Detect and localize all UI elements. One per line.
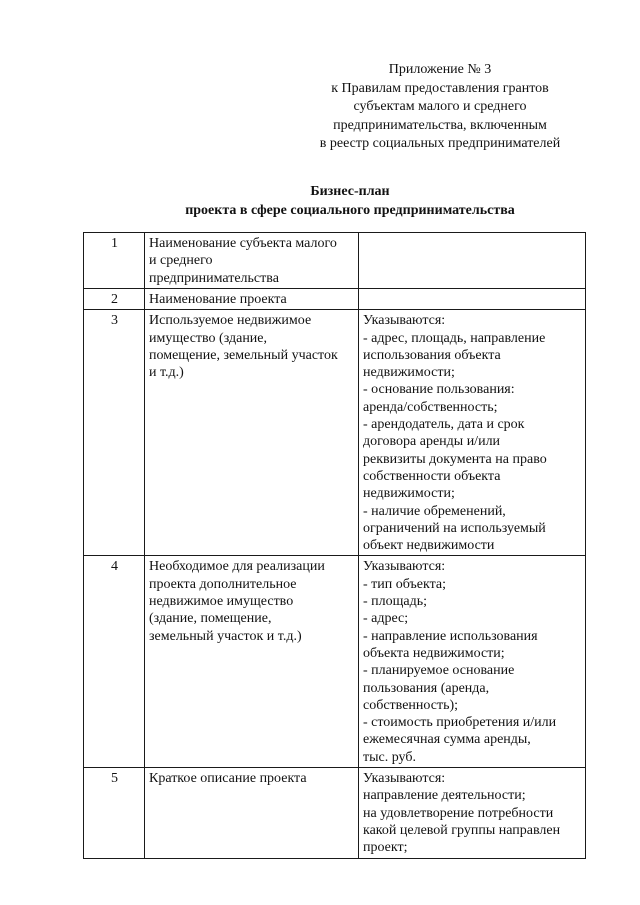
cell-text-line: проекта дополнительное: [149, 576, 297, 592]
table-row: [84, 556, 586, 768]
cell-text-line: на удовлетворение потребности: [363, 805, 554, 821]
item-description-cell: [359, 556, 586, 768]
cell-text-line: - стоимость приобретения и/или: [363, 715, 557, 731]
table-row: [84, 289, 586, 310]
annex-line: Приложение № 3: [388, 62, 492, 77]
cell-text-line: предпринимательства: [149, 270, 279, 286]
table-row: [84, 768, 586, 858]
item-description-cell: [359, 768, 586, 858]
row-number-cell: 4: [84, 556, 145, 768]
annex-header: [300, 61, 580, 154]
title-line-2: проекта в сфере социального предпринимательства: [185, 202, 515, 218]
row-number-cell: 1: [84, 233, 145, 289]
cell-text-line: ежемесячная сумма аренды,: [363, 732, 531, 748]
cell-text-line: ограничений на используемый: [363, 520, 546, 536]
item-description-cell: [359, 289, 586, 310]
cell-text-line: Краткое описание проекта: [149, 771, 307, 787]
cell-text-line: собственность);: [363, 697, 459, 713]
row-number-cell: 3: [84, 310, 145, 556]
cell-text-line: - тип объекта;: [363, 576, 447, 592]
cell-text-line: Указываются:: [363, 771, 446, 787]
item-description-cell: [359, 310, 586, 556]
item-name-cell: [145, 768, 359, 858]
cell-text-line: и среднего: [149, 253, 213, 269]
item-description-cell: [359, 233, 586, 289]
cell-text-line: Используемое недвижимое: [149, 313, 312, 329]
cell-text-line: Указываются:: [363, 559, 446, 575]
annex-line: предпринимательства, включенным: [333, 117, 547, 133]
document-title: [60, 183, 640, 220]
cell-text-line: земельный участок и т.д.): [149, 628, 302, 644]
cell-text-line: недвижимости;: [363, 365, 455, 381]
item-name-cell: [145, 233, 359, 289]
cell-text-line: Указываются:: [363, 313, 446, 329]
cell-text-line: реквизиты документа на право: [363, 451, 547, 467]
annex-line: в реестр социальных предпринимателей: [319, 136, 561, 151]
cell-text-line: имущество (здание,: [149, 330, 268, 346]
table-row: [84, 310, 586, 556]
item-name-cell: [145, 556, 359, 768]
cell-text-line: пользования (аренда,: [363, 680, 490, 696]
cell-text-line: - адрес, площадь, направление: [363, 330, 546, 346]
cell-text-line: объекта недвижимости;: [363, 645, 505, 661]
cell-text-line: аренда/собственность;: [363, 399, 498, 415]
cell-text-line: объект недвижимости: [363, 538, 495, 554]
cell-text-line: Необходимое для реализации: [149, 559, 325, 575]
row-number-cell: 5: [84, 768, 145, 858]
business-plan-table: [83, 232, 586, 859]
cell-text-line: собственности объекта: [363, 468, 501, 484]
cell-text-line: помещение, земельный участок: [149, 347, 338, 363]
cell-text-line: (здание, помещение,: [149, 611, 272, 627]
cell-text-line: направление деятельности;: [363, 788, 526, 804]
cell-text-line: - планируемое основание: [363, 663, 515, 679]
cell-text-line: - наличие обременений,: [363, 503, 506, 519]
cell-text-line: недвижимое имущество: [149, 594, 294, 610]
annex-line: к Правилам предоставления грантов: [331, 80, 549, 96]
table-row: [84, 233, 586, 289]
cell-text-line: Наименование проекта: [149, 292, 287, 307]
cell-text-line: договора аренды и/или: [363, 434, 501, 450]
cell-text-line: - арендодатель, дата и срок: [363, 417, 525, 433]
cell-text-line: какой целевой группы направлен: [363, 822, 561, 838]
cell-text-line: - направление использования: [363, 628, 538, 644]
cell-text-line: проект;: [363, 840, 408, 856]
annex-line: субъектам малого и среднего: [353, 99, 527, 114]
business-plan-table-body: [84, 233, 586, 859]
cell-text-line: использования объекта: [363, 347, 501, 363]
cell-text-line: тыс. руб.: [363, 749, 416, 765]
cell-text-line: - основание пользования:: [363, 382, 515, 398]
cell-text-line: и т.д.): [149, 365, 184, 381]
item-name-cell: [145, 289, 359, 310]
cell-text-line: - площадь;: [363, 594, 428, 610]
row-number-cell: 2: [84, 289, 145, 310]
item-name-cell: [145, 310, 359, 556]
cell-text-line: - адрес;: [363, 611, 409, 627]
cell-text-line: Наименование субъекта малого: [149, 236, 337, 251]
title-line-1: Бизнес-план: [310, 184, 390, 199]
cell-text-line: недвижимости;: [363, 486, 455, 502]
